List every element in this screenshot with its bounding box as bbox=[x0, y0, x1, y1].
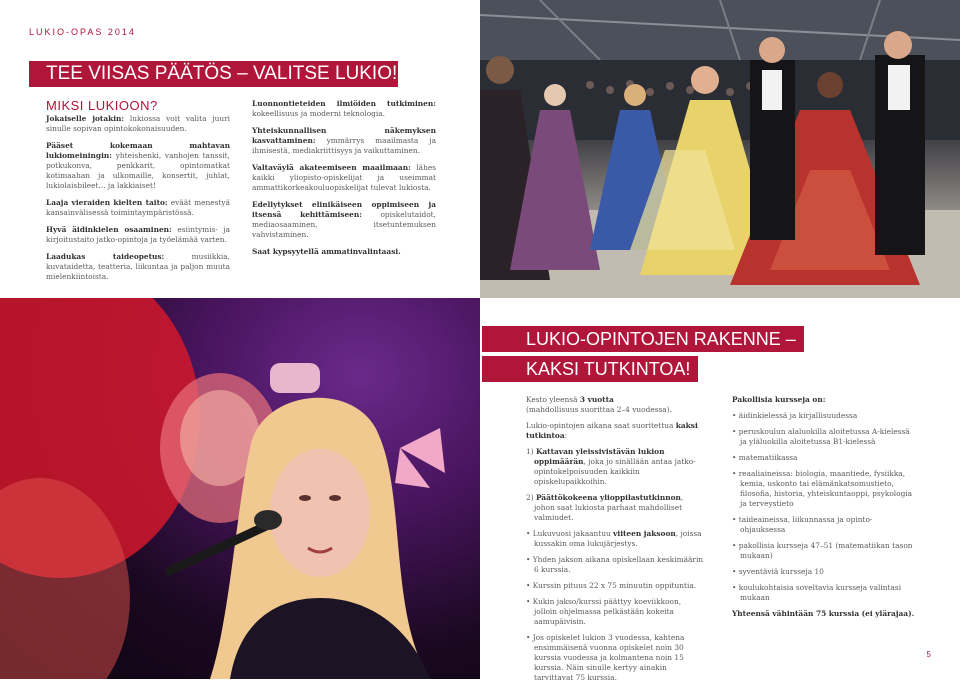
reasons-column-1 bbox=[46, 114, 230, 289]
reason-paragraph: Saat kypsyytellä ammatinvalintaasi. bbox=[252, 247, 401, 256]
mandatory-courses-list bbox=[732, 411, 916, 603]
reason-paragraph: Hyvä äidinkielen osaaminen: esiintymis- ja kirjoitustaito jatko-opintoja ja työelämää varten. bbox=[46, 225, 231, 244]
list-item: • matematiikassa bbox=[732, 453, 798, 462]
mandatory-heading: Pakollisia kursseja on: bbox=[732, 395, 826, 404]
list-item: 1) Kattavan yleissivistävän lukion oppimäärän, joka jo sinällään antaa jatko-opintokelpoisuuden kaikkiin opiskelupaikkoihin. bbox=[526, 447, 696, 486]
reason-paragraph: Edellytykset elinikäiseen oppimiseen ja itsensä kehittämiseen: opiskelutaidot, mediaosaaminen, itsetuntemuksen vahvistaminen. bbox=[252, 200, 436, 239]
list-item: • syventäviä kursseja 10 bbox=[732, 567, 824, 576]
list-item: 2) Päättökokeena ylioppilastutkinnon, johon saat lukiosta parhaat mahdolliset valmiudet. bbox=[526, 493, 684, 522]
ball-dance-photo bbox=[480, 0, 960, 298]
degrees-list bbox=[526, 447, 706, 523]
reason-paragraph: Pääset kokemaan mahtavan lukiomeiningin: yhteishenki, vanhojen tanssit, potkukonva, penkkarit, opintomatkat kotimaahan ja ulkomaille, konsertit, juhlat, lukiolaisbileet... ja lakkiaiset! bbox=[46, 141, 230, 190]
structure-column-2 bbox=[732, 395, 916, 625]
list-item: • pakollisia kursseja 47–51 (matematiikan tason mukaan) bbox=[732, 541, 913, 560]
section-subtitle: MIKSI LUKIOON? bbox=[46, 98, 158, 113]
concert-singer-photo bbox=[0, 298, 480, 679]
structure-title-line1: LUKIO-OPINTOJEN RAKENNE – bbox=[482, 326, 804, 352]
reason-paragraph: Luonnontieteiden ilmiöiden tutkiminen: kokeellisuus ja moderni teknologia. bbox=[252, 99, 436, 118]
reason-paragraph: Yhteiskunnallisen näkemyksen kasvattaminen: ymmärrys maailmasta ja ihmisestä, mediakriittisyys ja vaikuttaminen. bbox=[252, 126, 436, 155]
total-courses: Yhteensä vähintään 75 kurssia (ei ylärajaa). bbox=[732, 609, 915, 618]
reason-paragraph: Laaja vieraiden kielten taito: eväät menestyä kansainvälisessä toimintaympäristössä. bbox=[46, 198, 230, 217]
list-item: • Yhden jakson aikana opiskellaan keskimäärin 6 kurssia. bbox=[526, 555, 704, 574]
list-item: • Jos opiskelet lukion 3 vuodessa, kahtena ensimmäisenä vuonna opiskelet noin 30 kurssia vuodessa ja kolmantena noin 15 kurssia. Näin sinulle kertyy ainakin tarvittavat 75 kurssia. bbox=[526, 633, 685, 682]
list-item: • taideaineissa, liikunnassa ja opinto-ohjauksessa bbox=[732, 515, 873, 534]
list-item: • Kurssin pituus 22 x 75 minuutin oppituntia. bbox=[526, 581, 697, 590]
structure-column-1 bbox=[526, 395, 706, 689]
reasons-column-2 bbox=[252, 99, 436, 264]
list-item: • Lukuvuosi jakaantuu viiteen jaksoon, joissa kussakin oma lukujärjestys. bbox=[526, 529, 702, 548]
ball-dance-illustration bbox=[480, 0, 960, 298]
concert-illustration bbox=[0, 298, 480, 679]
reason-paragraph: Jokaiselle jotakin: lukiossa voit valita juuri sinulle sopivan opintokokonaisuuden. bbox=[46, 114, 230, 133]
list-item: • peruskoulun alaluokilla aloitetussa A-kielessä ja yläluokilla aloitetussa B1-kielessä bbox=[732, 427, 910, 446]
guide-kicker: LUKIO-OPAS 2014 bbox=[29, 27, 136, 37]
reason-paragraph: Valtaväylä akateemiseen maailmaan: lähes kaikki yliopisto-opiskelijat ja useimmat ammattikorkeakouluopiskelijat tulevat lukiosta. bbox=[252, 163, 436, 192]
list-item: • koulukohtaisia soveltavia kursseja valintasi mukaan bbox=[732, 583, 902, 602]
reason-paragraph: Laadukas taideopetus: musiikkia, kuvataidetta, teatteria, liikuntaa ja paljon muuta mielenkiintoista. bbox=[46, 252, 230, 281]
structure-title-line2: KAKSI TUTKINTOA! bbox=[482, 356, 698, 382]
list-item: • reaaliaineissa: biologia, maantiede, fysiikka, kemia, uskonto tai elämänkatsomustieto, filosofia, historia, yhteiskuntaoppi, psykologia ja terveystieto bbox=[732, 469, 913, 508]
list-item: • Kukin jakso/kurssi päättyy koeviikkoon, jolloin ohjelmassa pelkästään kokeita aamupäivisin. bbox=[526, 597, 682, 626]
duration-paragraph: Kesto yleensä 3 vuotta (mahdollisuus suorittaa 2–4 vuodessa). bbox=[526, 395, 672, 414]
page-title-banner: TEE VIISAS PÄÄTÖS – VALITSE LUKIO! bbox=[29, 61, 398, 87]
page-number: 5 bbox=[926, 650, 931, 659]
schedule-bullet-list bbox=[526, 529, 706, 683]
degrees-intro-paragraph: Lukio-opintojen aikana saat suoritettua kaksi tutkintoa: bbox=[526, 421, 698, 440]
list-item: • äidinkielessä ja kirjallisuudessa bbox=[732, 411, 858, 420]
